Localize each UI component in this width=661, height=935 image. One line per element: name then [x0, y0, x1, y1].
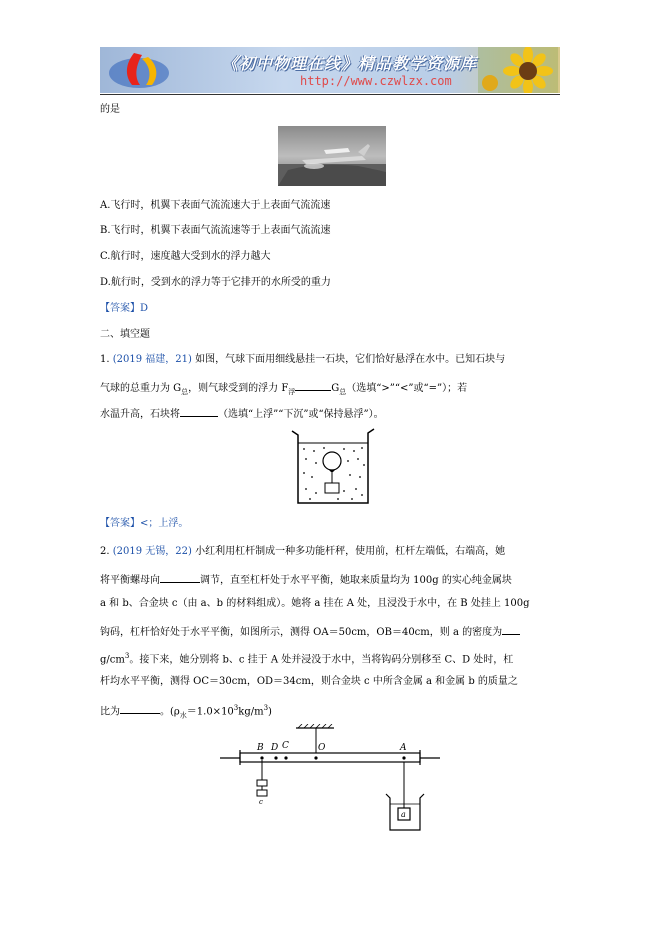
lever-label-a: A [400, 743, 407, 753]
header-banner [100, 47, 560, 93]
site-logo [104, 49, 174, 91]
q2-text-5a: g/cm [100, 654, 125, 666]
q2-number: 2. [100, 546, 113, 557]
header-title: 《初中物理在线》精品教学资源库 [222, 54, 478, 73]
q2-line-4 [100, 623, 520, 640]
q1-text-2g: （选填“>”“<”或“=”）；若 [346, 383, 468, 394]
q2-text-5c: 。接下来，她分别将 b、c 挂于 A 处并浸没于水中，当将钩码分别移至 C、D 处时，杠 [129, 654, 514, 666]
q2-blank-2[interactable] [502, 623, 520, 635]
q2-sub-water: 水 [179, 711, 187, 720]
q1-sub-buoyancy: 浮 [288, 388, 296, 396]
q1-text-2a: 气球的总重力为 G [100, 383, 182, 394]
lever-figure [220, 724, 440, 834]
lever-label-d: D [271, 743, 279, 753]
section-heading: 二、填空题 [100, 329, 150, 340]
q2-line-5 [100, 649, 513, 667]
q2-text-7h: ) [268, 706, 272, 718]
lever-label-c: C [282, 741, 289, 751]
q1-text-3a: 水温升高，石块将 [100, 409, 180, 420]
q1-line-3 [100, 405, 384, 422]
sunflower-image [478, 47, 558, 93]
q1-source: (2019 福建，21) [112, 354, 192, 365]
header-rule [100, 94, 560, 95]
seaplane-photo [278, 126, 386, 186]
option-a: A.飞行时，机翼下表面气流流速大于上表面气流流速 [100, 200, 331, 211]
q2-source: (2019 无锡，22) [112, 546, 192, 557]
q1-line-2 [100, 379, 467, 399]
q1-text-2e: G [331, 383, 340, 394]
q2-text-7a: 比为 [100, 706, 120, 718]
q1-blank-2[interactable] [180, 405, 218, 417]
q1-blank-1[interactable] [295, 379, 331, 391]
lever-label-b: B [257, 743, 264, 753]
q2-text-7b: 。(ρ [160, 706, 180, 718]
q2-text-4a: 钩码，杠杆恰好处于水平平衡，如图所示，测得 OA＝50cm，OB＝40cm，则 a 的密度为 [100, 627, 503, 638]
option-b: B.飞行时，机翼下表面气流流速等于上表面气流流速 [100, 225, 331, 236]
q1-number: 1. [100, 354, 113, 365]
q2-line-2 [100, 571, 512, 588]
option-c: C.航行时，速度越大受到水的浮力越大 [100, 251, 271, 262]
q2-blank-1[interactable] [160, 571, 200, 583]
lever-label-o: O [318, 743, 326, 753]
q1-sub-total-1: 总 [181, 388, 189, 396]
q2-text-7f: kg/m [238, 706, 264, 718]
q2-line-3: a 和 b、合金块 c（由 a、b 的材料组成）。她将 a 挂在 A 处，且浸没于水中，在 B 处挂上 100g [100, 598, 530, 609]
q2-line-7 [100, 701, 272, 722]
answer-2: 【答案】<；上浮。 [100, 518, 189, 529]
q2-text-7d: ＝1.0×10 [186, 706, 234, 718]
beaker-balloon-figure [288, 427, 378, 507]
q2-line-1 [100, 545, 505, 559]
q1-text-1: 如图，气球下面用细线悬挂一石块，它们恰好悬浮在水中。已知石块与 [191, 354, 506, 365]
q2-blank-3[interactable] [120, 702, 160, 714]
q2-sup-7g: 3 [263, 704, 269, 712]
q1-line-1 [100, 353, 505, 367]
q2-text-1: 小红利用杠杆制成一种多功能杆秤，使用前，杠杆左端低，右端高，她 [191, 546, 506, 557]
weight-label: c [259, 798, 263, 806]
q1-sub-total-2: 总 [339, 388, 347, 396]
q2-sup-5b: 3 [124, 652, 130, 660]
q2-text-2a: 将平衡螺母向 [100, 575, 160, 586]
q2-sup-7e: 3 [233, 704, 239, 712]
q2-text-2b: 调节，直至杠杆处于水平平衡，她取来质量均为 100g 的实心纯金属块 [200, 575, 512, 586]
q1-text-3b: （选填“上浮”“下沉”或“保持悬浮”）。 [218, 409, 384, 420]
header-url[interactable]: http://www.czwlzx.com [300, 74, 452, 88]
block-label: a [401, 810, 406, 819]
q1-text-2c: ，则气球受到的浮力 F [188, 383, 289, 394]
question-continuation: 的是 [100, 104, 120, 115]
option-d: D.航行时，受到水的浮力等于它排开的水所受的重力 [100, 277, 331, 288]
answer-1: 【答案】D [100, 303, 149, 314]
q2-line-6: 杆均水平平衡，测得 OC＝30cm，OD＝34cm，则合金块 c 中所含金属 a 和金属 b 的质量之 [100, 676, 518, 687]
